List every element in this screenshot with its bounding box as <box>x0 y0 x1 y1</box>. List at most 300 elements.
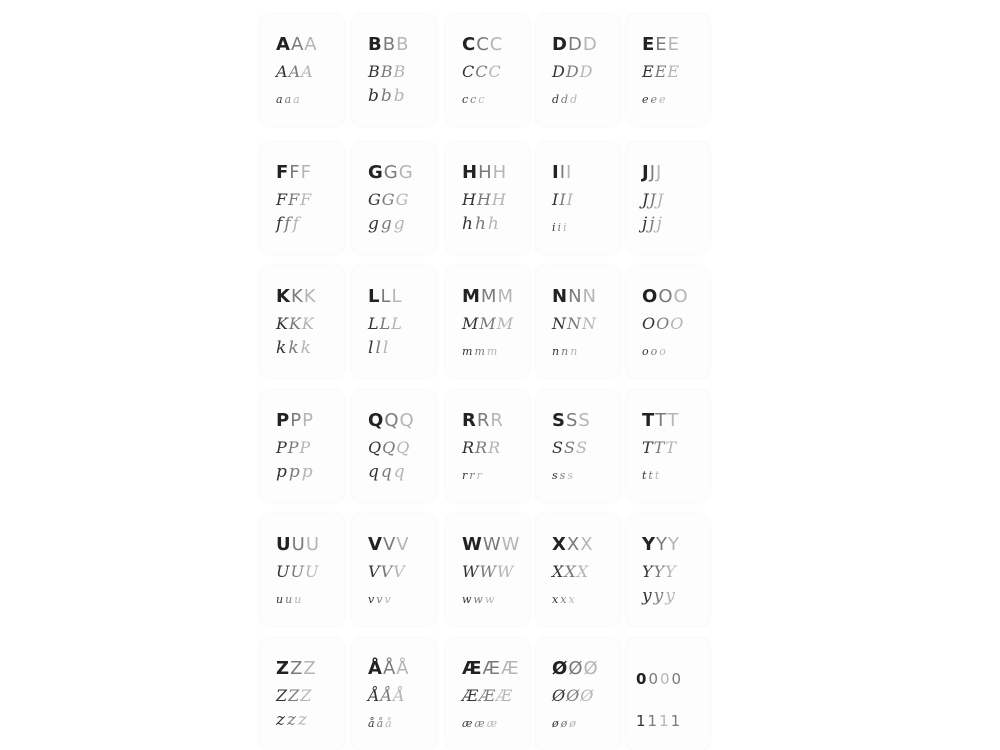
cursive-capitals-glyph: S <box>552 438 564 457</box>
cursive-capitals-glyph: E <box>642 62 655 81</box>
cursive-lowercase-glyph: r <box>469 469 477 482</box>
printed-capitals-glyph: Y <box>642 534 657 555</box>
cursive-lowercase-glyph: z <box>276 710 287 730</box>
cursive-lowercase-glyph: o <box>659 345 668 358</box>
letter-card-w <box>446 514 530 626</box>
printed-capitals-row <box>462 288 514 306</box>
cursive-capitals-glyph: U <box>276 562 291 581</box>
printed-capitals-row <box>642 536 680 554</box>
cursive-capitals-glyph: Y <box>665 562 677 581</box>
printed-capitals-glyph: M <box>462 286 481 307</box>
letter-card-ø <box>536 638 620 750</box>
one-glyph-3: 1 <box>659 712 671 730</box>
cursive-capitals-glyph: V <box>393 562 406 581</box>
letter-card-y <box>626 514 710 626</box>
printed-capitals-glyph: M <box>497 286 514 307</box>
cursive-lowercase-glyph: z <box>297 710 309 730</box>
printed-capitals-glyph: B <box>396 34 410 55</box>
printed-capitals-glyph: E <box>655 34 668 55</box>
alphabet-chart <box>260 14 730 742</box>
cursive-lowercase-glyph: x <box>552 593 561 606</box>
printed-capitals-glyph: Y <box>668 534 681 555</box>
numbers-card <box>626 638 710 750</box>
cursive-lowercase-glyph: j <box>642 214 650 234</box>
cursive-lowercase-glyph: q <box>393 462 407 482</box>
cursive-capitals-glyph: D <box>579 62 594 81</box>
cursive-capitals-glyph: H <box>462 190 477 209</box>
cursive-capitals-glyph: Ø <box>566 686 581 705</box>
cursive-lowercase-glyph: t <box>654 469 662 482</box>
cursive-lowercase-glyph: m <box>474 345 487 358</box>
printed-capitals-glyph: C <box>462 34 477 55</box>
cursive-capitals-row <box>276 64 314 80</box>
cursive-lowercase-glyph: c <box>462 93 471 106</box>
cursive-lowercase-glyph: n <box>552 345 562 358</box>
cursive-capitals-glyph: B <box>380 62 394 81</box>
cursive-lowercase-glyph: i <box>552 221 558 234</box>
zero-row <box>636 672 683 687</box>
cursive-lowercase-glyph: s <box>552 469 560 482</box>
cursive-lowercase-row <box>368 594 393 605</box>
printed-capitals-glyph: E <box>667 34 681 55</box>
printed-capitals-row <box>368 412 415 430</box>
printed-capitals-row <box>462 660 520 678</box>
printed-capitals-glyph: T <box>655 410 668 431</box>
cursive-capitals-glyph: M <box>462 314 480 333</box>
cursive-lowercase-glyph: p <box>301 462 315 482</box>
printed-capitals-glyph: X <box>580 534 594 555</box>
cursive-lowercase-glyph: l <box>375 338 383 358</box>
printed-capitals-row <box>642 412 679 430</box>
cursive-capitals-glyph: Ø <box>580 686 595 705</box>
cursive-lowercase-row <box>368 88 407 105</box>
cursive-lowercase-glyph: s <box>559 469 568 482</box>
cursive-lowercase-glyph: å <box>385 717 394 730</box>
cursive-capitals-glyph: Ø <box>552 686 567 705</box>
cursive-capitals-glyph: Z <box>300 686 313 705</box>
printed-capitals-glyph: W <box>462 534 483 555</box>
printed-capitals-glyph: O <box>658 286 674 307</box>
cursive-lowercase-row <box>462 94 487 105</box>
cursive-capitals-glyph: U <box>290 562 305 581</box>
cursive-capitals-glyph: J <box>656 190 665 209</box>
cursive-capitals-glyph: W <box>462 562 480 581</box>
cursive-lowercase-glyph: w <box>462 593 474 606</box>
cursive-capitals-glyph: Z <box>276 686 289 705</box>
cursive-lowercase-row <box>552 94 579 105</box>
cursive-capitals-glyph: P <box>299 438 312 457</box>
letter-card-u <box>260 514 344 626</box>
printed-capitals-glyph: O <box>642 286 659 307</box>
printed-capitals-glyph: L <box>368 286 381 307</box>
cursive-capitals-row <box>368 192 409 208</box>
cursive-capitals-glyph: Q <box>396 438 411 457</box>
letter-card-g <box>352 142 436 254</box>
cursive-capitals-glyph: H <box>476 190 492 209</box>
printed-capitals-row <box>642 36 680 54</box>
printed-capitals-glyph: N <box>552 286 569 307</box>
letter-card-m <box>446 266 530 378</box>
cursive-lowercase-glyph: x <box>568 593 577 606</box>
cursive-lowercase-glyph: f <box>292 214 301 234</box>
printed-capitals-glyph: Q <box>399 410 415 431</box>
printed-capitals-glyph: S <box>565 410 579 431</box>
cursive-lowercase-glyph: l <box>382 338 391 358</box>
cursive-lowercase-glyph: t <box>642 469 649 482</box>
cursive-capitals-glyph: A <box>276 62 289 81</box>
cursive-capitals-glyph: A <box>288 62 302 81</box>
cursive-lowercase-glyph: q <box>368 462 381 482</box>
printed-capitals-row <box>552 288 597 306</box>
letter-card-v <box>352 514 436 626</box>
printed-capitals-glyph: Å <box>368 658 383 679</box>
cursive-capitals-row <box>462 564 514 580</box>
cursive-lowercase-glyph: b <box>393 86 407 106</box>
cursive-capitals-glyph: C <box>462 62 476 81</box>
cursive-lowercase-glyph: ø <box>569 717 578 730</box>
printed-capitals-glyph: U <box>305 534 320 555</box>
printed-capitals-glyph: M <box>480 286 498 307</box>
cursive-capitals-glyph: B <box>393 62 407 81</box>
cursive-capitals-glyph: T <box>642 438 654 457</box>
cursive-lowercase-glyph: v <box>384 593 393 606</box>
cursive-capitals-row <box>642 564 677 580</box>
cursive-lowercase-glyph: e <box>642 93 651 106</box>
zero-glyph-3: 0 <box>659 670 672 688</box>
printed-capitals-glyph: K <box>290 286 304 307</box>
cursive-capitals-glyph: M <box>496 314 515 333</box>
printed-capitals-row <box>552 36 598 54</box>
printed-capitals-glyph: F <box>300 162 313 183</box>
cursive-lowercase-glyph: å <box>376 717 386 730</box>
cursive-capitals-glyph: C <box>475 62 489 81</box>
printed-capitals-glyph: B <box>368 34 383 55</box>
cursive-lowercase-glyph: y <box>665 586 677 606</box>
cursive-capitals-glyph: O <box>670 314 685 333</box>
cursive-capitals-glyph: I <box>559 190 567 209</box>
letter-card-c <box>446 14 530 126</box>
cursive-capitals-glyph: L <box>379 314 392 333</box>
printed-capitals-glyph: Z <box>303 658 317 679</box>
cursive-lowercase-glyph: l <box>368 338 376 358</box>
printed-capitals-glyph: X <box>552 534 567 555</box>
cursive-lowercase-row <box>462 718 499 729</box>
cursive-lowercase-glyph: a <box>284 93 294 106</box>
printed-capitals-row <box>276 660 317 678</box>
cursive-lowercase-glyph: w <box>473 593 485 606</box>
printed-capitals-glyph: N <box>568 286 583 307</box>
cursive-capitals-glyph: A <box>301 62 314 81</box>
cursive-lowercase-glyph: k <box>276 338 289 358</box>
cursive-capitals-row <box>552 440 588 456</box>
letter-card-f <box>260 142 344 254</box>
printed-capitals-row <box>276 412 314 430</box>
printed-capitals-glyph: S <box>578 410 591 431</box>
printed-capitals-glyph: W <box>482 534 502 555</box>
cursive-lowercase-row <box>642 346 668 357</box>
cursive-capitals-row <box>276 192 312 208</box>
printed-capitals-row <box>552 536 594 554</box>
cursive-capitals-glyph: K <box>301 314 315 333</box>
cursive-lowercase-row <box>276 340 313 357</box>
cursive-capitals-row <box>368 440 410 456</box>
printed-capitals-row <box>642 164 662 182</box>
letter-card-s <box>536 390 620 502</box>
cursive-lowercase-glyph: æ <box>486 717 500 730</box>
printed-capitals-glyph: P <box>302 410 314 431</box>
cursive-capitals-glyph: L <box>368 314 380 333</box>
printed-capitals-row <box>368 164 414 182</box>
printed-capitals-row <box>462 164 507 182</box>
cursive-capitals-glyph: W <box>479 562 497 581</box>
printed-capitals-glyph: J <box>642 162 650 183</box>
cursive-capitals-row <box>368 564 406 580</box>
cursive-lowercase-row <box>462 594 496 605</box>
printed-capitals-glyph: X <box>566 534 581 555</box>
printed-capitals-glyph: V <box>396 534 410 555</box>
cursive-lowercase-glyph: f <box>284 214 293 234</box>
printed-capitals-glyph: B <box>382 34 397 55</box>
cursive-capitals-glyph: Æ <box>496 686 514 705</box>
zero-glyph-2: 0 <box>648 670 660 688</box>
printed-capitals-glyph: G <box>368 162 384 183</box>
printed-capitals-glyph: Æ <box>482 658 502 679</box>
cursive-capitals-row <box>552 64 593 80</box>
letter-card-b <box>352 14 436 126</box>
cursive-lowercase-row <box>462 470 484 481</box>
letter-card-h <box>446 142 530 254</box>
cursive-lowercase-glyph: f <box>276 214 285 234</box>
one-glyph-1: 1 <box>636 712 648 730</box>
printed-capitals-glyph: J <box>649 162 657 183</box>
printed-capitals-glyph: R <box>476 410 491 431</box>
cursive-capitals-glyph: G <box>381 190 396 209</box>
cursive-capitals-row <box>552 192 574 208</box>
printed-capitals-glyph: Q <box>368 410 385 431</box>
cursive-lowercase-glyph: i <box>557 221 564 234</box>
printed-capitals-glyph: U <box>291 534 306 555</box>
cursive-capitals-glyph: Æ <box>479 686 497 705</box>
printed-capitals-glyph: I <box>552 162 560 183</box>
cursive-capitals-glyph: Y <box>642 562 654 581</box>
letter-card-x <box>536 514 620 626</box>
cursive-lowercase-glyph: k <box>300 338 313 358</box>
cursive-lowercase-glyph: s <box>567 469 575 482</box>
cursive-lowercase-glyph: e <box>650 93 660 106</box>
cursive-lowercase-glyph: æ <box>474 717 487 730</box>
cursive-lowercase-row <box>368 718 394 729</box>
printed-capitals-glyph: Ø <box>568 658 584 679</box>
cursive-capitals-row <box>462 440 501 456</box>
printed-capitals-glyph: S <box>552 410 566 431</box>
cursive-lowercase-glyph: p <box>276 462 289 482</box>
printed-capitals-row <box>276 36 318 54</box>
cursive-lowercase-glyph: n <box>561 345 571 358</box>
printed-capitals-glyph: K <box>276 286 291 307</box>
cursive-capitals-glyph: O <box>642 314 657 333</box>
cursive-capitals-row <box>642 64 680 80</box>
cursive-lowercase-glyph: å <box>368 717 377 730</box>
cursive-lowercase-glyph: v <box>368 593 377 606</box>
printed-capitals-row <box>368 288 403 306</box>
cursive-capitals-row <box>276 688 312 704</box>
cursive-capitals-glyph: X <box>564 562 577 581</box>
printed-capitals-glyph: Q <box>384 410 400 431</box>
cursive-capitals-glyph: N <box>552 314 567 333</box>
cursive-capitals-glyph: N <box>567 314 582 333</box>
printed-capitals-glyph: H <box>478 162 493 183</box>
cursive-lowercase-row <box>276 712 309 729</box>
cursive-lowercase-row <box>552 222 569 233</box>
cursive-capitals-glyph: S <box>575 438 588 457</box>
letter-card-q <box>352 390 436 502</box>
printed-capitals-glyph: F <box>276 162 290 183</box>
cursive-capitals-glyph: J <box>649 190 657 209</box>
printed-capitals-glyph: W <box>501 534 521 555</box>
cursive-lowercase-row <box>642 470 661 481</box>
printed-capitals-glyph: P <box>290 410 303 431</box>
cursive-capitals-glyph: Q <box>368 438 383 457</box>
printed-capitals-glyph: I <box>559 162 567 183</box>
printed-capitals-glyph: Å <box>382 658 397 679</box>
cursive-lowercase-glyph: q <box>380 462 394 482</box>
cursive-capitals-row <box>552 316 597 332</box>
printed-capitals-glyph: T <box>667 410 680 431</box>
cursive-capitals-row <box>462 688 513 704</box>
printed-capitals-glyph: A <box>290 34 305 55</box>
cursive-capitals-row <box>462 64 502 80</box>
cursive-lowercase-glyph: u <box>294 593 304 606</box>
cursive-lowercase-row <box>276 464 315 481</box>
letter-card-k <box>260 266 344 378</box>
cursive-lowercase-glyph: x <box>560 593 569 606</box>
zero-glyph-4: 0 <box>671 670 684 688</box>
printed-capitals-glyph: H <box>492 162 508 183</box>
letter-card-z <box>260 638 344 750</box>
cursive-capitals-glyph: S <box>563 438 576 457</box>
cursive-lowercase-glyph: c <box>470 93 479 106</box>
cursive-capitals-glyph: I <box>566 190 574 209</box>
cursive-lowercase-row <box>462 346 499 357</box>
cursive-lowercase-glyph: r <box>462 469 470 482</box>
printed-capitals-row <box>642 288 689 306</box>
cursive-capitals-glyph: R <box>462 438 476 457</box>
cursive-lowercase-glyph: v <box>376 593 385 606</box>
letter-card-d <box>536 14 620 126</box>
printed-capitals-row <box>276 288 317 306</box>
cursive-lowercase-row <box>462 216 501 233</box>
cursive-capitals-glyph: Æ <box>462 686 480 705</box>
cursive-capitals-glyph: F <box>276 190 289 209</box>
printed-capitals-row <box>552 660 599 678</box>
cursive-lowercase-row <box>552 594 577 605</box>
printed-capitals-row <box>276 164 312 182</box>
printed-capitals-glyph: Ø <box>583 658 599 679</box>
cursive-capitals-row <box>368 688 406 704</box>
printed-capitals-glyph: K <box>303 286 317 307</box>
printed-capitals-glyph: I <box>566 162 573 183</box>
printed-capitals-row <box>368 36 409 54</box>
cursive-lowercase-glyph: d <box>561 93 571 106</box>
cursive-lowercase-row <box>642 588 677 605</box>
cursive-lowercase-glyph: ø <box>552 717 561 730</box>
printed-capitals-glyph: U <box>276 534 292 555</box>
cursive-lowercase-row <box>552 346 579 357</box>
cursive-lowercase-glyph: o <box>642 345 651 358</box>
cursive-lowercase-row <box>552 470 575 481</box>
letter-card-o <box>626 266 710 378</box>
printed-capitals-glyph: Y <box>656 534 669 555</box>
cursive-lowercase-glyph: p <box>288 462 302 482</box>
cursive-capitals-glyph: J <box>642 190 650 209</box>
cursive-lowercase-glyph: g <box>368 214 381 234</box>
printed-capitals-glyph: Z <box>276 658 291 679</box>
cursive-capitals-glyph: D <box>565 62 580 81</box>
cursive-lowercase-glyph: n <box>570 345 580 358</box>
cursive-capitals-glyph: Å <box>393 686 406 705</box>
cursive-lowercase-glyph: u <box>285 593 295 606</box>
printed-capitals-glyph: E <box>642 34 656 55</box>
cursive-capitals-row <box>642 316 684 332</box>
printed-capitals-glyph: C <box>476 34 490 55</box>
printed-capitals-glyph: L <box>380 286 392 307</box>
cursive-lowercase-glyph: j <box>656 214 664 234</box>
cursive-lowercase-glyph: y <box>642 586 654 606</box>
cursive-lowercase-glyph: æ <box>462 717 475 730</box>
cursive-capitals-glyph: E <box>654 62 668 81</box>
printed-capitals-row <box>368 660 410 678</box>
cursive-capitals-row <box>276 440 311 456</box>
cursive-lowercase-glyph: h <box>462 214 475 234</box>
cursive-lowercase-glyph: b <box>380 86 394 106</box>
printed-capitals-glyph: Æ <box>501 658 520 679</box>
cursive-capitals-glyph: R <box>475 438 489 457</box>
printed-capitals-glyph: D <box>567 34 583 55</box>
cursive-lowercase-glyph: m <box>486 345 500 358</box>
printed-capitals-glyph: Ø <box>552 658 569 679</box>
cursive-capitals-glyph: K <box>276 314 289 333</box>
printed-capitals-row <box>552 412 591 430</box>
cursive-lowercase-glyph: g <box>380 214 394 234</box>
printed-capitals-glyph: Z <box>290 658 304 679</box>
letter-card-æ <box>446 638 530 750</box>
cursive-capitals-glyph: F <box>288 190 301 209</box>
cursive-capitals-glyph: P <box>276 438 288 457</box>
printed-capitals-glyph: N <box>582 286 598 307</box>
cursive-lowercase-glyph: e <box>659 93 668 106</box>
cursive-lowercase-glyph: c <box>478 93 487 106</box>
cursive-capitals-glyph: T <box>653 438 666 457</box>
cursive-lowercase-glyph: a <box>276 93 285 106</box>
cursive-capitals-glyph: M <box>479 314 497 333</box>
cursive-lowercase-glyph: y <box>653 586 666 606</box>
printed-capitals-glyph: Æ <box>462 658 483 679</box>
cursive-lowercase-glyph: i <box>563 221 569 234</box>
one-row <box>636 714 682 729</box>
printed-capitals-row <box>462 36 503 54</box>
printed-capitals-glyph: A <box>276 34 291 55</box>
letter-card-n <box>536 266 620 378</box>
cursive-lowercase-row <box>642 216 664 233</box>
letter-card-p <box>260 390 344 502</box>
cursive-lowercase-glyph: o <box>650 345 660 358</box>
printed-capitals-row <box>276 536 320 554</box>
cursive-capitals-glyph: D <box>552 62 566 81</box>
cursive-capitals-glyph: G <box>368 190 382 209</box>
cursive-capitals-row <box>642 440 677 456</box>
cursive-capitals-glyph: Å <box>368 686 381 705</box>
cursive-lowercase-row <box>642 94 668 105</box>
